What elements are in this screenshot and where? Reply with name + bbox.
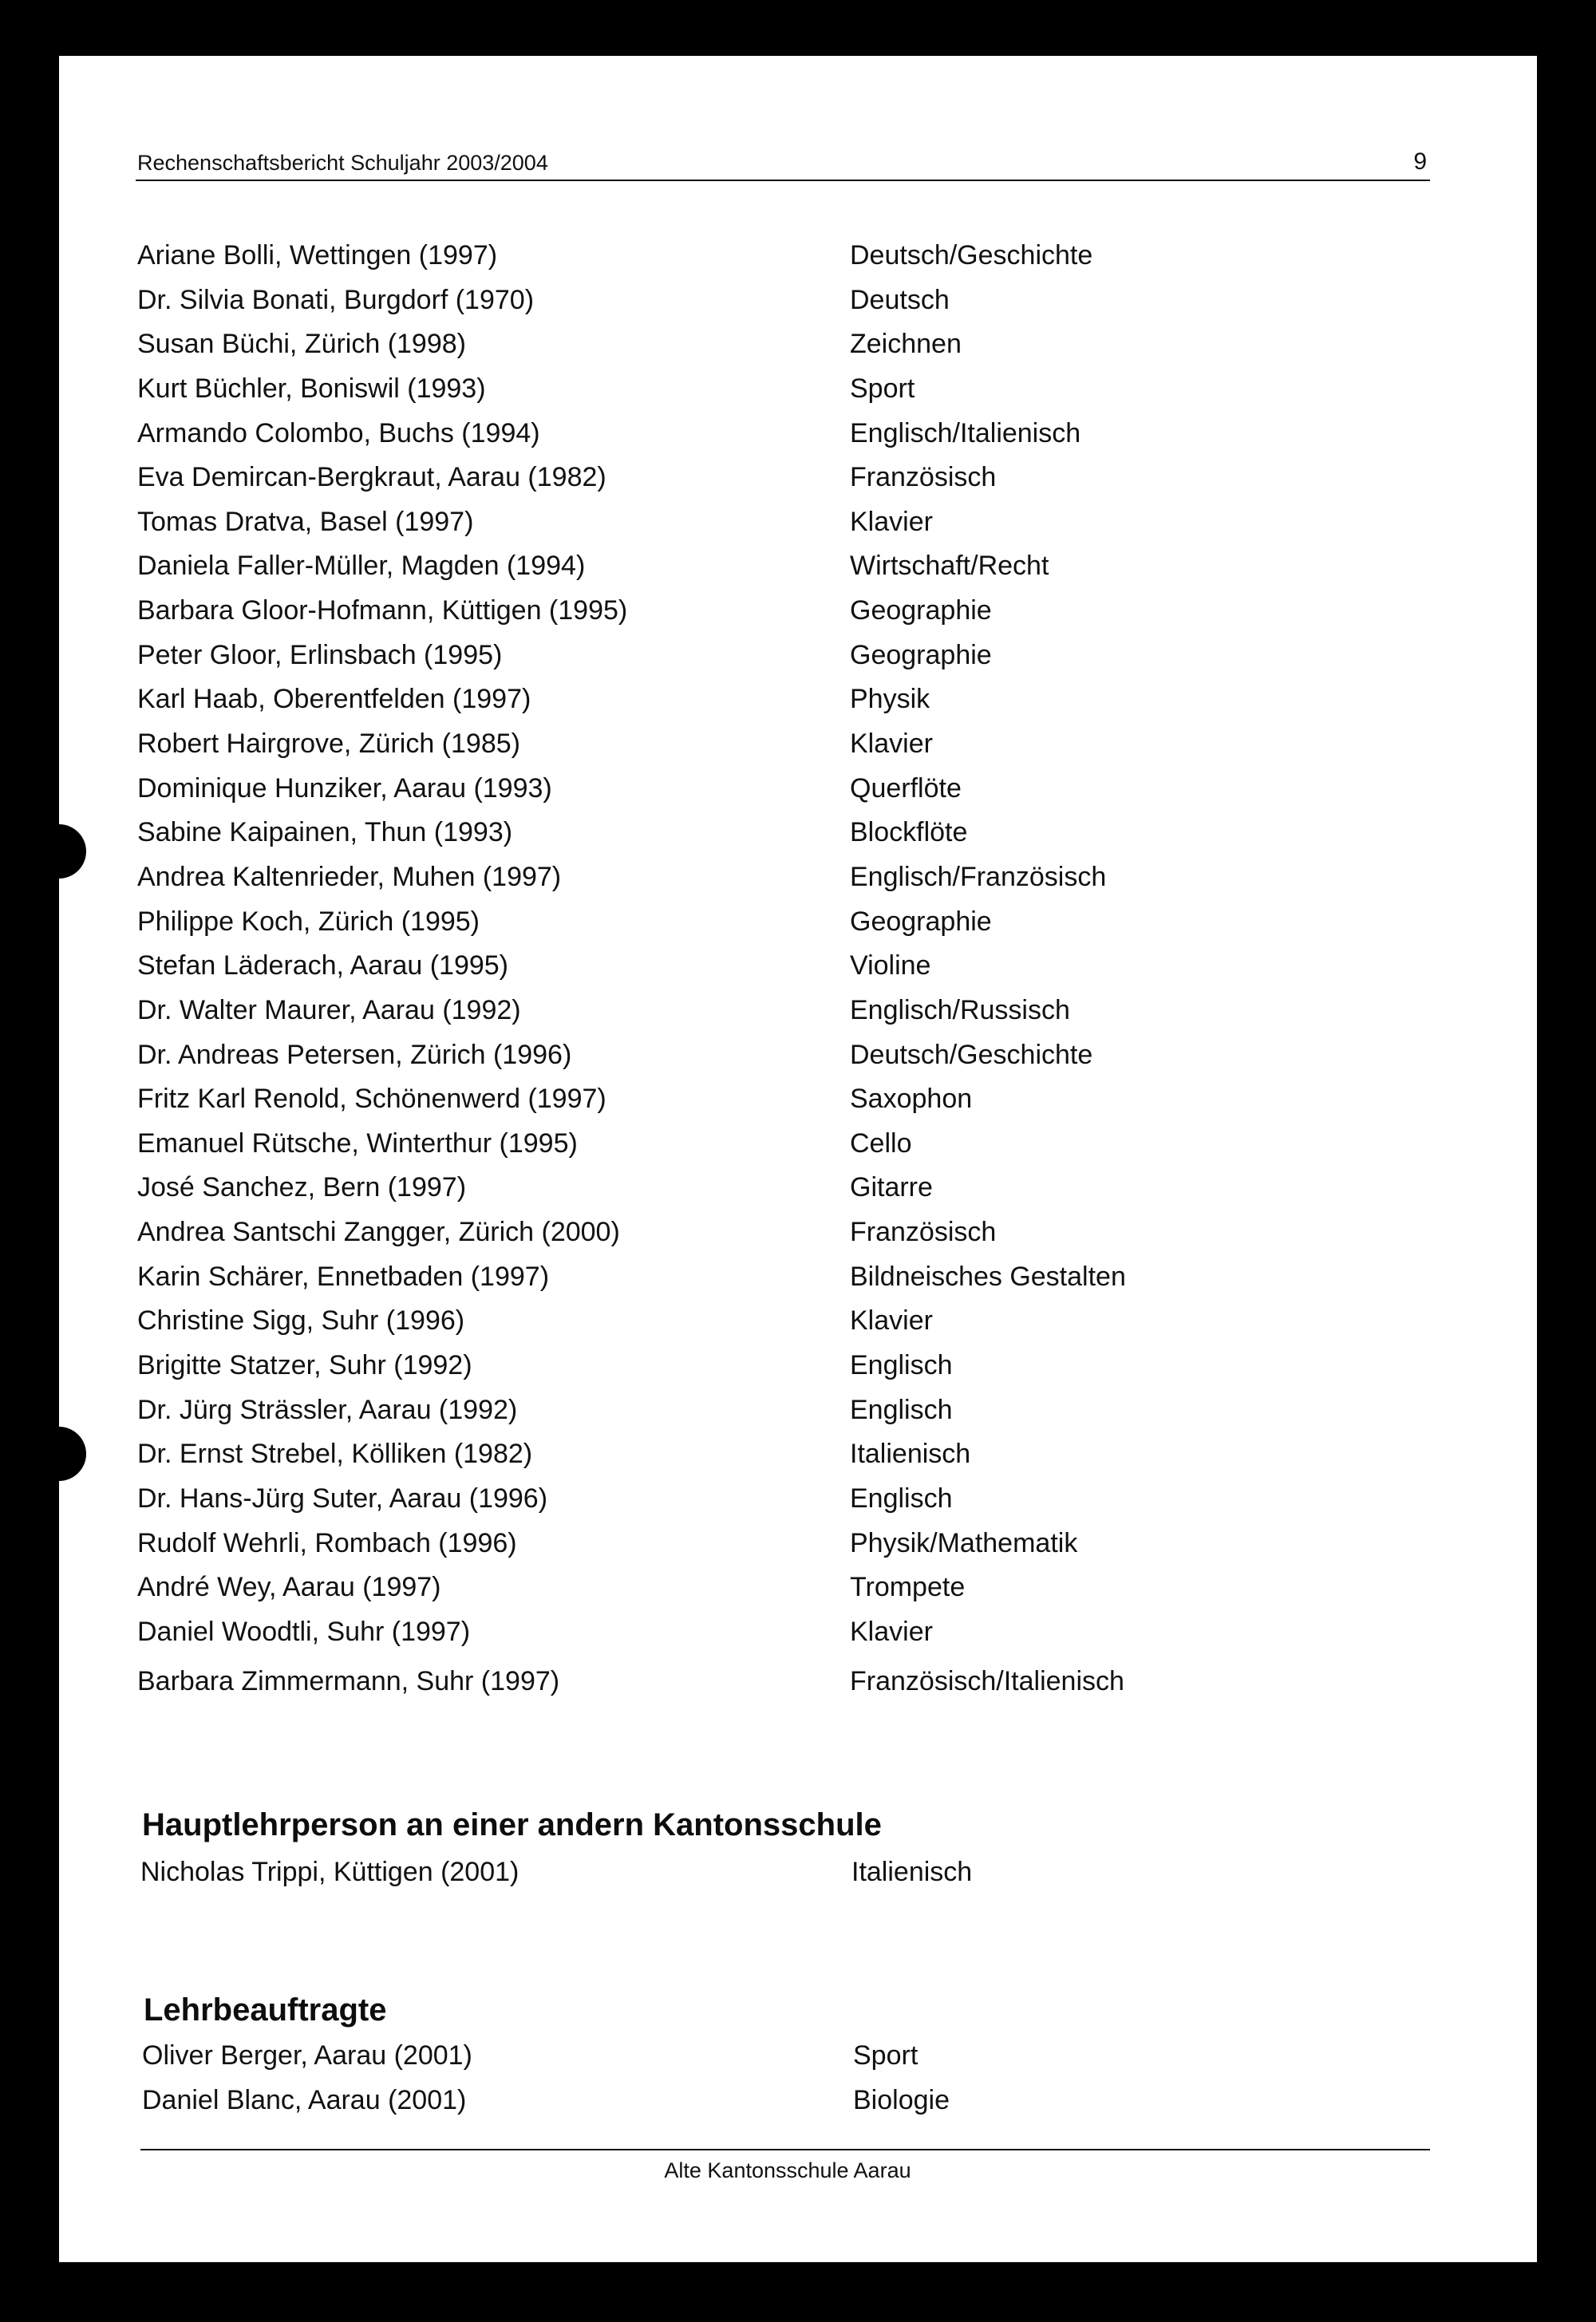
staff-row bbox=[137, 234, 1414, 278]
staff-row bbox=[137, 500, 1414, 545]
staff-subject: Blockflöte bbox=[850, 817, 968, 848]
footer-rule bbox=[140, 2149, 1430, 2150]
staff-name: Ariane Bolli, Wettingen (1997) bbox=[137, 240, 498, 271]
staff-row bbox=[137, 1388, 1414, 1433]
staff-row bbox=[137, 1077, 1414, 1122]
staff-name: Karl Haab, Oberentfelden (1997) bbox=[137, 684, 531, 715]
staff-name: Barbara Zimmermann, Suhr (1997) bbox=[137, 1665, 560, 1696]
staff-name: Dr. Ernst Strebel, Kölliken (1982) bbox=[137, 1439, 533, 1470]
staff-name: Dr. Jürg Strässler, Aarau (1992) bbox=[137, 1394, 518, 1425]
staff-row bbox=[137, 1522, 1414, 1566]
staff-row bbox=[137, 1610, 1414, 1655]
staff-row bbox=[137, 722, 1414, 767]
staff-subject: Querflöte bbox=[850, 772, 962, 804]
staff-subject: Geographie bbox=[850, 595, 992, 626]
staff-row bbox=[137, 1477, 1414, 1522]
staff-name: Tomas Dratva, Basel (1997) bbox=[137, 506, 474, 537]
staff-subject: Wirtschaft/Recht bbox=[850, 551, 1049, 582]
staff-name: André Wey, Aarau (1997) bbox=[137, 1572, 441, 1603]
page-number: 9 bbox=[1413, 148, 1427, 175]
staff-subject: Englisch bbox=[850, 1483, 953, 1514]
staff-name: Dr. Walter Maurer, Aarau (1992) bbox=[137, 994, 521, 1025]
staff-subject: Trompete bbox=[850, 1572, 966, 1603]
footer-school-name: Alte Kantonsschule Aarau bbox=[664, 2158, 911, 2182]
header-rule bbox=[136, 180, 1430, 181]
staff-subject: Englisch/Französisch bbox=[850, 861, 1107, 892]
staff-row bbox=[137, 1255, 1414, 1300]
staff-name: Karin Schärer, Ennetbaden (1997) bbox=[137, 1261, 550, 1292]
staff-name: Eva Demircan-Bergkraut, Aarau (1982) bbox=[137, 462, 606, 493]
staff-name: Dr. Andreas Petersen, Zürich (1996) bbox=[137, 1039, 572, 1070]
staff-row bbox=[137, 1432, 1414, 1477]
staff-subject: Zeichnen bbox=[850, 329, 962, 360]
entry-subject: Italienisch bbox=[851, 1857, 973, 1887]
staff-row bbox=[137, 634, 1414, 678]
staff-row bbox=[137, 811, 1414, 855]
entry-name: Nicholas Trippi, Küttigen (2001) bbox=[140, 1857, 519, 1887]
staff-name: Kurt Büchler, Boniswil (1993) bbox=[137, 373, 486, 404]
staff-row bbox=[137, 1122, 1414, 1167]
staff-subject: Italienisch bbox=[850, 1439, 971, 1470]
staff-name: Susan Büchi, Zürich (1998) bbox=[137, 329, 466, 360]
staff-row bbox=[137, 367, 1414, 412]
punch-hole-lower bbox=[32, 1427, 86, 1481]
staff-row bbox=[137, 1210, 1414, 1255]
staff-row bbox=[137, 677, 1414, 722]
staff-name: Andrea Kaltenrieder, Muhen (1997) bbox=[137, 861, 562, 892]
entry-subject: Sport bbox=[853, 2040, 918, 2071]
staff-name: Brigitte Statzer, Suhr (1992) bbox=[137, 1350, 472, 1381]
staff-row bbox=[137, 544, 1414, 589]
section-title-lehrbeauftragte: Lehrbeauftragte bbox=[144, 1992, 387, 2028]
staff-name: Andrea Santschi Zangger, Zürich (2000) bbox=[137, 1217, 620, 1248]
staff-row bbox=[137, 900, 1414, 945]
staff-row bbox=[137, 944, 1414, 989]
section-entry bbox=[142, 2034, 1419, 2079]
staff-subject: Englisch/Italienisch bbox=[850, 417, 1081, 448]
staff-subject: Französisch/Italienisch bbox=[850, 1665, 1124, 1696]
staff-name: Emanuel Rütsche, Winterthur (1995) bbox=[137, 1127, 578, 1159]
staff-name: Sabine Kaipainen, Thun (1993) bbox=[137, 817, 513, 848]
staff-name: Philippe Koch, Zürich (1995) bbox=[137, 906, 480, 937]
staff-subject: Gitarre bbox=[850, 1172, 933, 1203]
staff-subject: Deutsch bbox=[850, 284, 950, 315]
staff-name: Armando Colombo, Buchs (1994) bbox=[137, 417, 540, 448]
staff-subject: Englisch/Russisch bbox=[850, 994, 1070, 1025]
entry-subject: Biologie bbox=[853, 2085, 950, 2115]
section-title-hauptlehrperson: Hauptlehrperson an einer andern Kantonsschule bbox=[142, 1807, 882, 1842]
staff-row bbox=[137, 767, 1414, 812]
staff-subject: Klavier bbox=[850, 506, 933, 537]
staff-subject: Englisch bbox=[850, 1350, 953, 1381]
staff-subject: Französisch bbox=[850, 1217, 997, 1248]
staff-name: José Sanchez, Bern (1997) bbox=[137, 1172, 467, 1203]
running-header-title: Rechenschaftsbericht Schuljahr 2003/2004 bbox=[137, 151, 548, 175]
staff-name: Peter Gloor, Erlinsbach (1995) bbox=[137, 639, 503, 670]
staff-row bbox=[137, 855, 1414, 900]
staff-row bbox=[137, 989, 1414, 1033]
staff-row bbox=[137, 589, 1414, 634]
staff-subject: Sport bbox=[850, 373, 915, 404]
staff-subject: Französisch bbox=[850, 462, 997, 493]
staff-list bbox=[137, 234, 1414, 1704]
staff-subject: Deutsch/Geschichte bbox=[850, 1039, 1093, 1070]
staff-subject: Bildneisches Gestalten bbox=[850, 1261, 1126, 1292]
staff-subject: Klavier bbox=[850, 1616, 933, 1647]
staff-subject: Deutsch/Geschichte bbox=[850, 240, 1093, 271]
staff-name: Robert Hairgrove, Zürich (1985) bbox=[137, 729, 520, 760]
staff-subject: Physik bbox=[850, 684, 930, 715]
staff-row bbox=[137, 1660, 1414, 1704]
staff-subject: Saxophon bbox=[850, 1084, 973, 1115]
staff-subject: Geographie bbox=[850, 639, 992, 670]
staff-name: Stefan Läderach, Aarau (1995) bbox=[137, 950, 508, 981]
staff-subject: Klavier bbox=[850, 1305, 933, 1337]
staff-subject: Physik/Mathematik bbox=[850, 1527, 1078, 1558]
staff-row bbox=[137, 1344, 1414, 1388]
staff-name: Rudolf Wehrli, Rombach (1996) bbox=[137, 1527, 517, 1558]
staff-subject: Cello bbox=[850, 1127, 912, 1159]
staff-name: Daniel Woodtli, Suhr (1997) bbox=[137, 1616, 471, 1647]
staff-row bbox=[137, 1166, 1414, 1210]
staff-name: Dr. Silvia Bonati, Burgdorf (1970) bbox=[137, 284, 535, 315]
staff-row bbox=[137, 278, 1414, 323]
entry-name: Daniel Blanc, Aarau (2001) bbox=[142, 2085, 467, 2115]
staff-name: Daniela Faller-Müller, Magden (1994) bbox=[137, 551, 586, 582]
staff-subject: Geographie bbox=[850, 906, 992, 937]
staff-row bbox=[137, 412, 1414, 456]
staff-row bbox=[137, 456, 1414, 500]
staff-name: Christine Sigg, Suhr (1996) bbox=[137, 1305, 465, 1337]
staff-row bbox=[137, 1299, 1414, 1344]
staff-subject: Violine bbox=[850, 950, 931, 981]
staff-name: Dr. Hans-Jürg Suter, Aarau (1996) bbox=[137, 1483, 548, 1514]
staff-name: Barbara Gloor-Hofmann, Küttigen (1995) bbox=[137, 595, 628, 626]
staff-name: Fritz Karl Renold, Schönenwerd (1997) bbox=[137, 1084, 606, 1115]
section-entry bbox=[140, 1850, 1417, 1895]
staff-name: Dominique Hunziker, Aarau (1993) bbox=[137, 772, 552, 804]
staff-row bbox=[137, 1033, 1414, 1078]
section-entry bbox=[142, 2079, 1419, 2123]
staff-row bbox=[137, 1566, 1414, 1610]
staff-row bbox=[137, 322, 1414, 367]
punch-hole-upper bbox=[32, 824, 86, 879]
entry-name: Oliver Berger, Aarau (2001) bbox=[142, 2040, 472, 2071]
staff-subject: Klavier bbox=[850, 729, 933, 760]
staff-subject: Englisch bbox=[850, 1394, 953, 1425]
